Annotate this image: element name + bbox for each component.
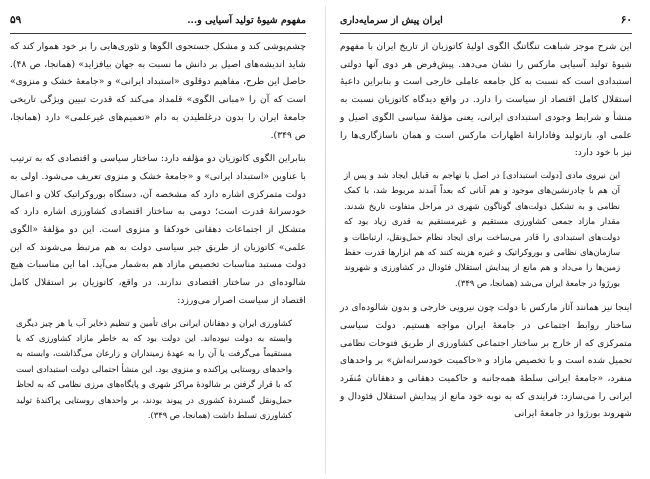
left-page-body [10,38,306,473]
left-paragraph-2: بنابراین الگوی کاتوزیان دو مؤلفه دارد: ساختار سیاسی و اقتصادی که به ترتیب با عناوین «استبداد ایرانی» و «جامعهٔ خشک و منزوی تعریف می‌شود. اولی به دولت متمرکزی اشاره دارد که مشخصه آن، دستگاه بوروکراتیک کلان و اعمال خودسرانهٔ قدرت است؛ دومی به ساختار اقتصادی کشاورزی اشاره دارد که متشکل از اجتماعات دهقانی خودکفا و منزوی است. این دو مؤلفهٔ «الگوی علمی» کاتوزیان از طریق جبر سیاسی دولت به هم مرتبط می‌شوند که این دولت مستبد مناسبات تخصیص مازاد هم به‌شمار می‌آید. اما این مناسبات هیچ شالوده‌ای در ساختار اقتصادی ندارند. در واقع، کاتوزیان بر استقلال کامل اقتصاد از سیاست اصرار می‌ورزد: [10,153,306,306]
right-page [326,0,650,479]
right-running-title: ایران پیش از سرمایه‌داری [340,14,443,26]
left-paragraph-1: چشم‌پوشی کند و مشکل جستجوی الگوها و تئوری‌هایی را بر خود هموار کند که شاید اندیشه‌های اصیل بر دانش ما نسبت به جهان بیافزاید» (همانجا، ص ۴۸). حاصل این طرح، مفاهیم دوقلوی «استبداد ایرانی» و «جامعهٔ خشک و منزوی» است که آن را «مبانی الگوی» قلمداد می‌کند که قدرت تبیین ویژگی تاریخی جامعهٔ ایران را بدون درغلطیدن به دام «تعمیم‌های غیرعلمی» دارد (همانجا، ص ۳۴۹). [10,41,306,141]
right-block-quote: این نیروی مادی [دولت استبدادی] در اصل با تهاجم به قبایل ایجاد شد و پس از آن هم با چادرنشین‌های موجود و هم آنانی که بعداً آمدند مربوط شد، با کمک نظامی و به تشکیل دولت‌های گوناگون شهری در مراحل متفاوت تاریخ شدند. مقدار مازاد جمعی کشاورزی مستقیم و غیرمستقیم به قدری زیاد بود که دولت‌های استبدادی را قادر می‌ساخت برای ایجاد نظام حمل‌ونقل، ارتباطات و سازمان‌های نظامی و بوروکراتیک و غیره هزینه کنند که هم ابزارها قدرت حفظ زمین‌ها را می‌داد و هم مانع از پیدایش استقلال فئودال در کشاورزی و شهروند بورژوا در جامعهٔ ایران می‌شد (همانجا، ص ۳۴۹). [344,169,620,288]
left-block-quote: کشاورزی ایران و دهقانان ایرانی برای تأمین و تنظیم ذخایر آب یا هر چیز دیگری وابسته به دولت نبوده‌اند. این دولت بود که به خاطر مازاد کشاورزی که یا مستقیماً می‌گرفت یا آن را به عهدهٔ زمینداران و زارعان می‌گذاشت، وابسته به واحدهای روستایی پراکنده و منزوی بود. این منشأ احتمالی دولت استبدادی است که با قرار گرفتن بر شالودهٔ مراکز شهری و پایگاه‌های مرزی نظامی که به لحاظ حمل‌ونقل گستردهٔ کشوری در پیوند بودند، بر واحدهای روستایی پراکندهٔ تولید کشاورزی تسلط داشت (همانجا، ص ۳۴۹). [16,317,292,420]
right-page-body [340,38,632,473]
left-page-header [10,10,306,30]
right-page-header [340,10,632,30]
right-paragraph-1: این شرح موجز شباهت تنگاتنگ الگوی اولیهٔ کاتوزیان از تاریخ ایران با مفهوم شیوهٔ تولید آسیایی مارکس را نشان می‌دهد. پیش‌فرض هر دوی آنها دولتی استبدادی است که نسبت به کل جامعه عاملی خارجی است و بنابراین داعیهٔ استقلال کامل اقتصاد از سیاست را دارد. در واقع دیدگاه کاتوزیان نسبت به منشأ و شرایط وجودی استبدادی ایرانی، یعنی مؤلفهٔ سیاسی الگوی اصیل و علمی او، بازتولید وفادارانهٔ اظهارات مارکس است و همان ناسازگاری‌ها را نیز با خود دارد: [340,41,632,159]
right-page-number: ۶۰ [620,14,632,26]
left-header-rule [10,33,306,34]
right-header-rule [340,33,632,34]
right-paragraph-2: اینجا نیز همانند آثار مارکس با دولت چون نیرویی خارجی و بدون شالوده‌ای در ساختار روابط اجتماعی در جامعهٔ ایران مواجه هستیم. دولت سیاسی متمرکزی که از خارج بر ساختار اجتماعی کشاورزی از طریق فتوحات نظامی تحمیل شده است و با تخصیص مازاد و «حاکمیت خودسرانه‌اش» بر واحدهای منفرد، «جامعهٔ ایرانی سلطهٔ همه‌جانبه و حاکمیت دهقانی و دهقانان مُنفَرد ایرانی را می‌سازد: فرایندی که به نوبه خود مانع از پیدایش استقلال فئودال و شهروند بورژوا در جامعهٔ ایرانی [340,302,632,420]
left-page-number: ۵۹ [10,14,22,26]
left-running-title: مفهوم شیوهٔ تولید آسیایی و... [187,14,306,26]
